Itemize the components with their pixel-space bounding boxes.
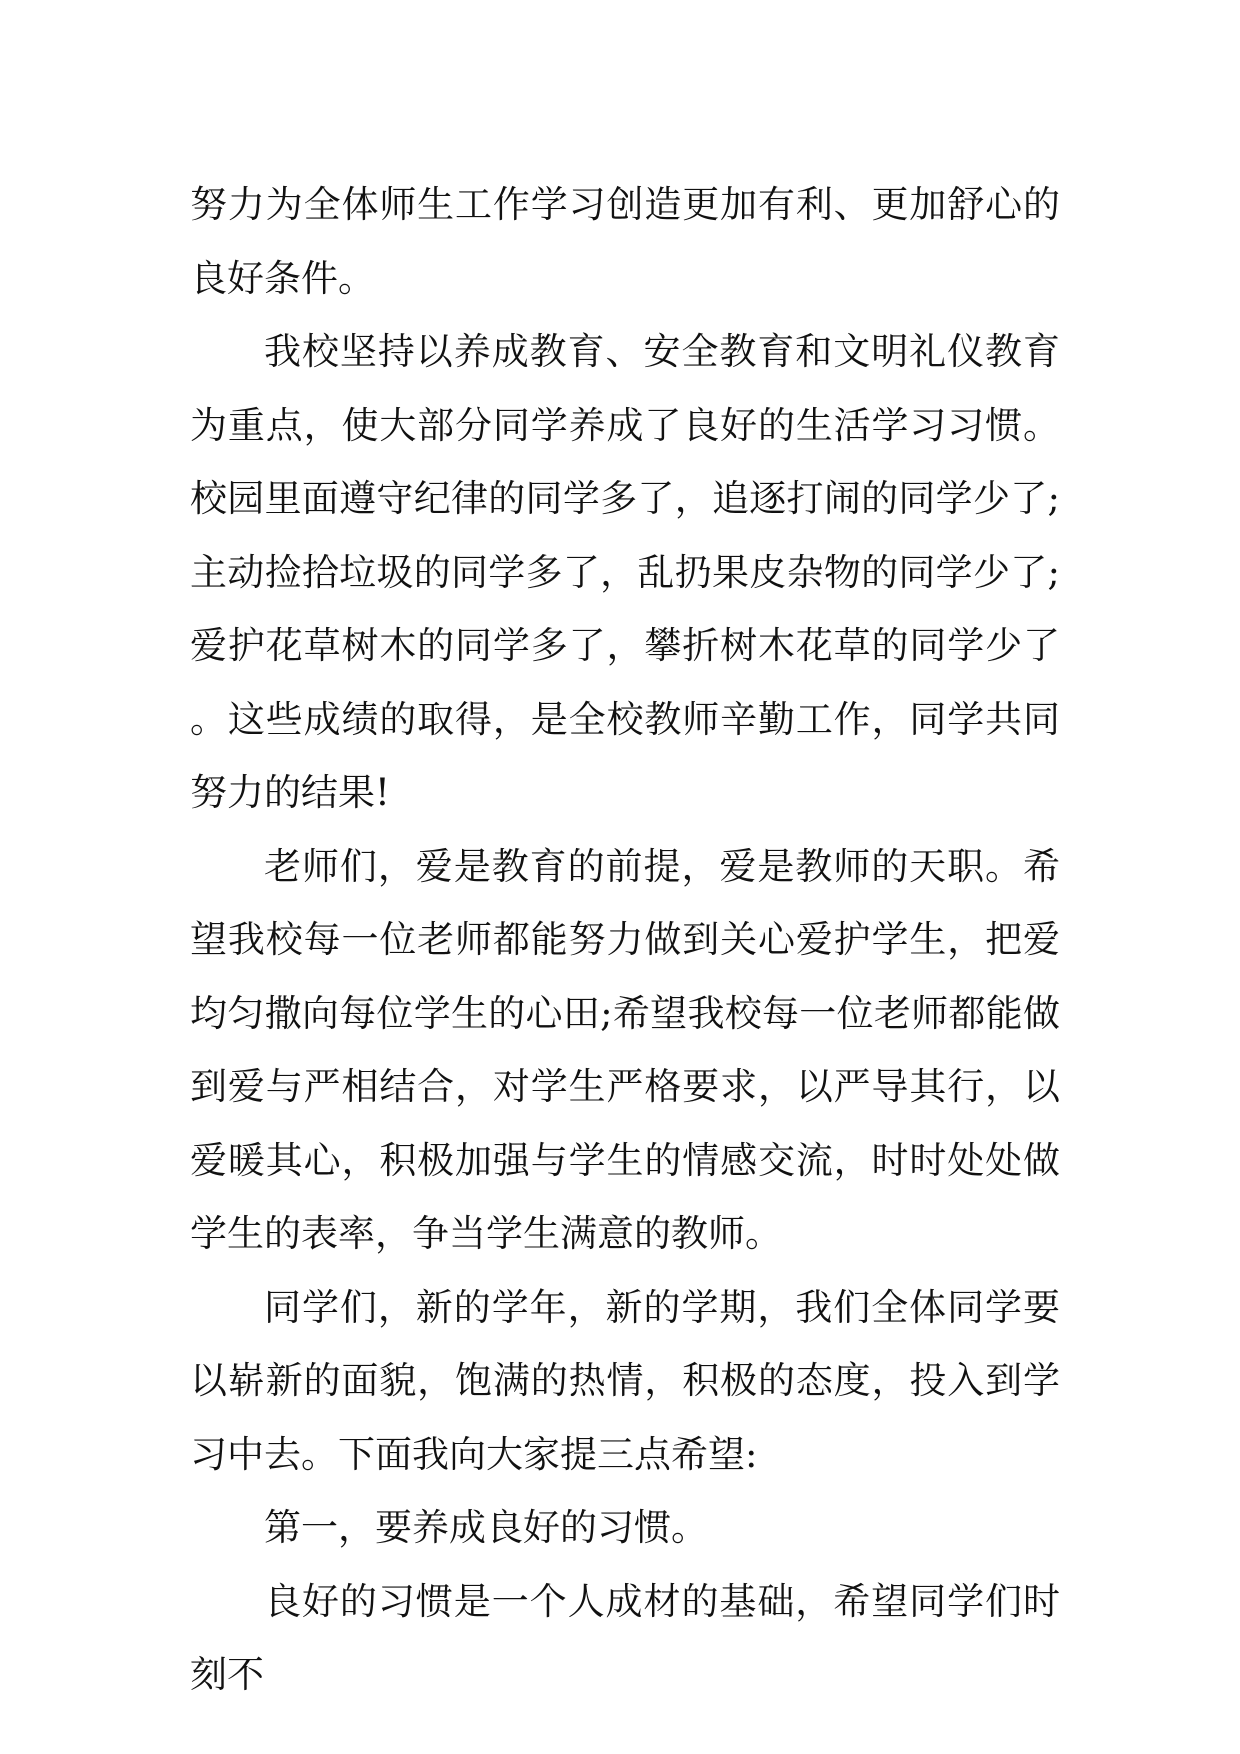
- paragraph-discipline-achievements: 我校坚持以养成教育、安全教育和文明礼仪教育为重点，使大部分同学养成了良好的生活学习习惯。校园里面遵守纪律的同学多了，追逐打闹的同学少了;主动捡拾垃圾的同学多了，乱扔果皮杂物的同学少了;爱护花草树木的同学多了，攀折树木花草的同学少了。这些成绩的取得，是全校教师辛勤工作，同学共同努力的结果!: [190, 330, 1060, 814]
- paragraph-first-hope: 第一，要养成良好的习惯。: [264, 1506, 708, 1549]
- paragraph-teachers: 老师们，爱是教育的前提，爱是教师的天职。希望我校每一位老师都能努力做到关心爱护学生，把爱均匀撒向每位学生的心田;希望我校每一位老师都能做到爱与严相结合，对学生严格要求，以严导其行，以爱暖其心，积极加强与学生的情感交流，时时处处做学生的表率，争当学生满意的教师。: [190, 844, 1060, 1255]
- paragraph-students: 同学们，新的学年，新的学期，我们全体同学要以崭新的面貌，饱满的热情，积极的态度，投入到学习中去。下面我向大家提三点希望:: [190, 1285, 1060, 1476]
- document-body: [190, 168, 1060, 1712]
- paragraph-good-habits: 良好的习惯是一个人成材的基础，希望同学们时刻不: [190, 1579, 1060, 1696]
- paragraph-continued: 努力为全体师生工作学习创造更加有利、更加舒心的良好条件。: [190, 183, 1060, 300]
